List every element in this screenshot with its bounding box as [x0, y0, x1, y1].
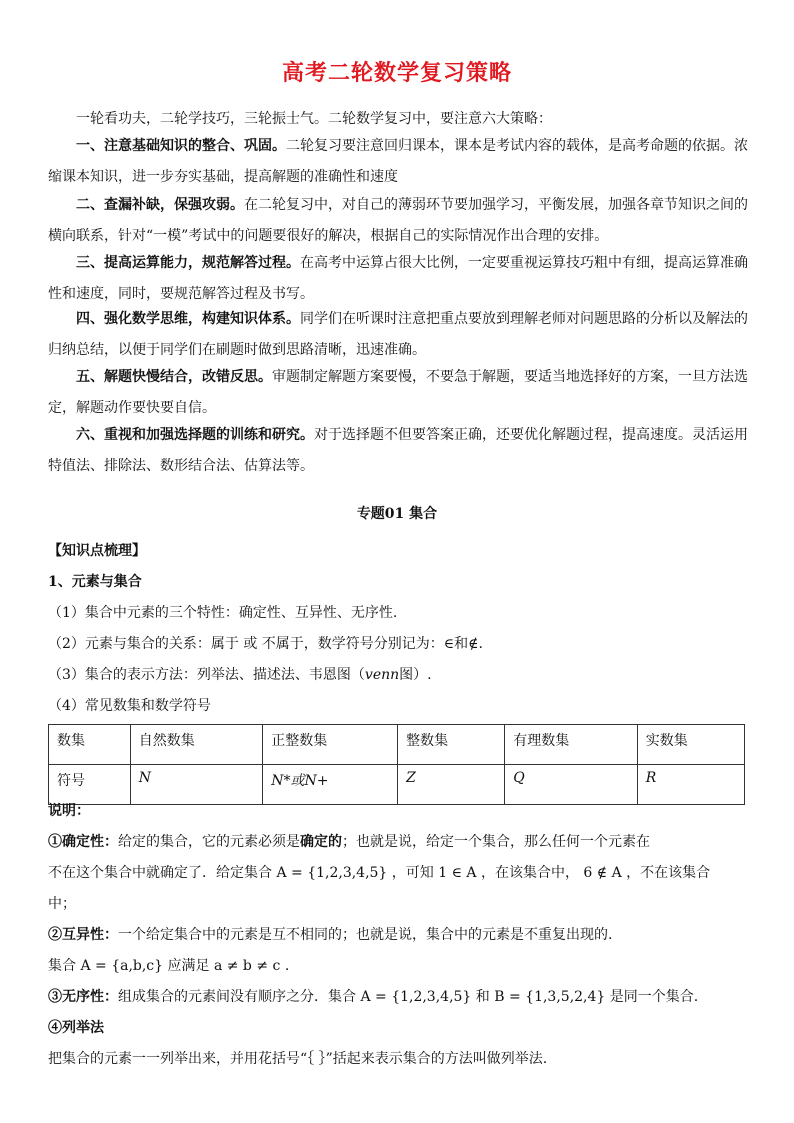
strategy-4-heading: 四、强化数学思维，构建知识体系。: [76, 311, 300, 327]
item-3-text: （3）集合的表示方法：列举法、描述法、韦恩图（: [48, 667, 365, 683]
page-title: 高考二轮数学复习策略: [281, 61, 512, 86]
table-header-cell: 有理数集: [505, 725, 638, 765]
note-2-heading: ②互异性：: [48, 927, 118, 943]
strategy-3: [48, 248, 748, 310]
strategy-5: [48, 362, 748, 424]
table-row: [49, 765, 745, 805]
table-header-cell: 正整数集: [263, 725, 398, 765]
note-1-line-1: [48, 831, 650, 851]
number-sets-table: [48, 724, 745, 805]
note-1-line-2: 不在这个集合中就确定了．给定集合 A = {1,2,3,4,5} ，可知 1 ∈ A ，在该集合中， 6 ∉ A ，不在该集合: [48, 865, 711, 881]
table-header-cell: 整数集: [398, 725, 505, 765]
table-row-label: 符号: [49, 765, 131, 805]
strategy-1-heading: 一、注意基础知识的整合、巩固。: [76, 138, 286, 154]
table-header-cell: 数集: [49, 725, 131, 765]
table-header-cell: 实数集: [637, 725, 744, 765]
intro-paragraph: 一轮看功夫，二轮学技巧，三轮振士气。二轮数学复习中，要注意六大策略：: [76, 111, 552, 127]
note-1-text-a: 给定的集合，它的元素必须是: [118, 834, 300, 850]
note-1-heading: ①确定性：: [48, 834, 118, 850]
note-2-line-1: [48, 924, 612, 944]
strategy-6-heading: 六、重视和加强选择题的训练和研究。: [76, 427, 314, 443]
note-1-text-b: ；也就是说，给定一个集合，那么任何一个元素在: [342, 834, 650, 850]
section-label: 【知识点梳理】: [48, 543, 146, 559]
note-1-bold: 确定的: [300, 834, 342, 850]
table-cell: N*或N+: [263, 765, 398, 805]
note-2-line-2: 集合 A = {a,b,c} 应满足 a ≠ b ≠ c .: [48, 958, 290, 974]
strategy-5-heading: 五、解题快慢结合，改错反思。: [76, 369, 272, 385]
strategy-1-body: 二轮复习要注意回归课本，课本是考试内容的载体，是高考命题的依据。浓缩课本知识，进一步夯实基础，提高解题的准确性和速度: [48, 138, 748, 185]
strategy-4: [48, 304, 748, 366]
table-cell: R: [637, 765, 744, 805]
item-3: [48, 664, 432, 684]
subsection-heading: 1、元素与集合: [48, 574, 142, 590]
item-4: （4）常见数集和数学符号: [48, 698, 211, 714]
table-cell: Z: [398, 765, 505, 805]
note-3-heading: ③无序性：: [48, 989, 118, 1005]
table-header-cell: 自然数集: [130, 725, 263, 765]
table-cell: N: [130, 765, 263, 805]
table-cell: Q: [505, 765, 638, 805]
note-2-text: 一个给定集合中的元素是互不相同的；也就是说，集合中的元素是不重复出现的.: [118, 927, 613, 943]
topic-title: 专题01 集合: [356, 506, 438, 522]
note-3: [48, 986, 698, 1006]
item-1: （1）集合中元素的三个特性：确定性、互异性、无序性.: [48, 605, 398, 621]
strategy-5-body: 审题制定解题方案要慢，不要急于解题，要适当地选择好的方案，一旦方法选定，解题动作要快要自信。: [48, 369, 748, 416]
note-4-heading: ④列举法: [48, 1020, 104, 1036]
note-3-text: 组成集合的元素间没有顺序之分．集合 A = {1,2,3,4,5} 和 B = {1,3,5,2,4} 是同一个集合.: [118, 989, 699, 1005]
strategy-2-body: 在二轮复习中，对自己的薄弱环节要加强学习，平衡发展，加强各章节知识之间的横向联系，针对“一模”考试中的问题要很好的解决，根据自己的实际情况作出合理的安排。: [48, 197, 748, 244]
strategy-4-body: 同学们在听课时注意把重点要放到理解老师对问题思路的分析以及解法的归纳总结，以便于同学们在刷题时做到思路清晰，迅速准确。: [48, 311, 748, 358]
strategy-3-heading: 三、提高运算能力，规范解答过程。: [76, 255, 300, 271]
table-header-row: [49, 725, 745, 765]
note-4-text: 把集合的元素一一列举出来，并用花括号“｛ ｝”括起来表示集合的方法叫做列举法.: [48, 1051, 548, 1067]
strategy-3-body: 在高考中运算占很大比例，一定要重视运算技巧粗中有细，提高运算准确性和速度，同时，要规范解答过程及书写。: [48, 255, 748, 302]
strategy-2: [48, 190, 748, 252]
strategy-1: [48, 131, 748, 193]
strategy-6: [48, 420, 748, 482]
item-2: （2）元素与集合的关系：属于 或 不属于，数学符号分别记为：∈和∉.: [48, 636, 483, 652]
strategy-2-heading: 二、查漏补缺，保强攻弱。: [76, 197, 244, 213]
note-1-line-3: 中；: [48, 896, 76, 912]
note-label: 说明：: [48, 803, 90, 819]
item-3-tail: 图）.: [399, 667, 432, 683]
strategy-6-body: 对于选择题不但要答案正确，还要优化解题过程，提高速度。灵活运用特值法、排除法、数形结合法、估算法等。: [48, 427, 748, 474]
venn-word: venn: [364, 667, 400, 683]
